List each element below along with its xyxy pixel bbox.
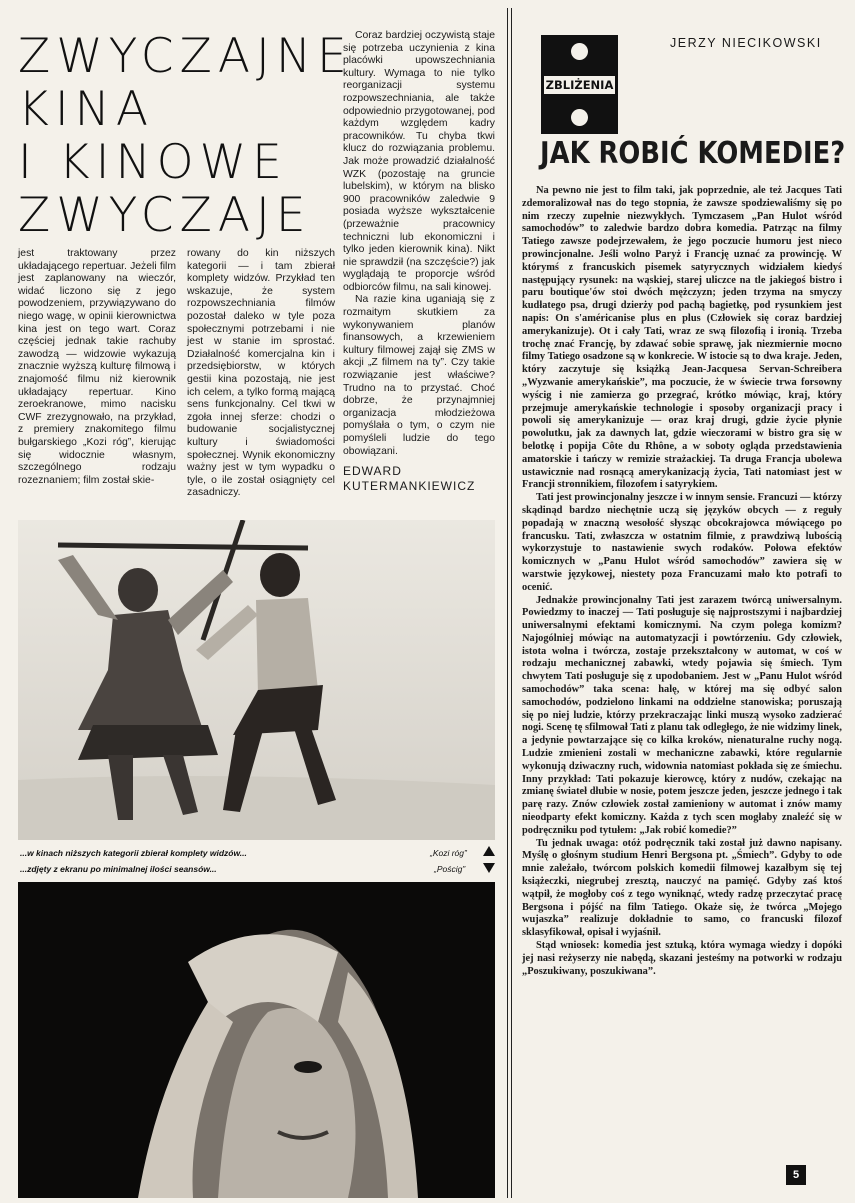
triangle-down-icon — [483, 863, 495, 873]
caption-kozi-rog: ...w kinach niższych kategorii zbierał komplety widzów... — [20, 848, 247, 858]
right-article-author: JERZY NIECIKOWSKI — [670, 36, 822, 50]
caption-film-kozi-rog: „Kozi róg” — [430, 848, 467, 858]
page-number: 5 — [786, 1165, 806, 1185]
right-paragraph-3: Jednakże prowincjonalny Tati jest zarazem twórcą uniwersalnym. Powiedzmy to inaczej — Tati posługuje się najprostszymi i najbardziej uniwersalnymi efektami komicznymi. Na czym polega komizm? Najogólniej mówiąc na automatyzacji i powtórzeniu. Gdy człowiek, istota wolna i twórcza, zostaje przekształcony w automat, w coś w rodzaju mechanicznej zabawki, wtedy pojawia się śmiech. Tym chwytem Tati posługuje się z upodobaniem. Jest w „Panu Hulot wśród samochodów” taka scena: halę, w której ma się odbyć salon samochodów, podzielono linkami na oddzielne stanowiska; poruszają się po niej ludzie, którzy przekraczając linki muszą wysoko zadzierać nogi. Scenę tę sfilmował Tati z planu tak odległego, że nie widzimy linek, a jedynie powtarzające się co kilka kroków, nienaturalne ruchy nogą. Ludzie zmienieni zostali w mechaniczne zabawki, które regularnie wykonują dziwaczny ruch, widownia natomiast pokłada się ze śmiechu. Inny przykład: Tati pokazuje kierowcę, który z nudów, czekając na zmianę świateł dłubie w nosie, potem jeszcze jeden, jeszcze jednego i tak parę razy. Znów człowiek został zamieniony w automat i znów mamy nieodparty efekt komiczny. Każda z tych scen mogłaby znaleźć się w podręczniku pod tytułem: „Jak robić komedie?” — [522, 594, 842, 836]
right-paragraph-1: Na pewno nie jest to film taki, jak poprzednie, ale też Jacques Tati zdemoralizował nas do tego stopnia, że zawsze spodziewaliśmy się po nim rzeczy zupełnie niezwykłych. Tymczasem „Pan Hulot wśród samochodów” to zaledwie bardzo dobra komedia. Patrząc na filmy Tatiego zawsze podejrzewałem, że jego poczucie humoru jest nieco prowincjonalne. Jeśli wolno Paryż i Francję uznać za prowincję. W którymś z francuskich pisemek satyrycznych widziałem kiedyś następujący rysunek: na wąskiej, starej uliczce na tle jakiegoś bistro i paru boutique'ów stoi dwóch mężczyzn; jeden trzyma na smyczy kudłatego psa, drugi dzierży pod pachą bagietkę, pod rysunkiem jest napis: On s'américanise plus en plus (Człowiek się coraz bardziej amerykanizuje). Ot i cały Tati, wraz ze swą filozofią i ironią. Trzeba trochę znać Francję, by zdawać sobie sprawę, jak niezmiernie mocno filmy Tatiego osadzone są w konkrecie. W istocie są to dwa kraje. Jeden, który zaczytuje się książką Jean-Jacquesa Servan-Schreibera „Wyzwanie amerykańskie”, ma poczucie, że w świecie trwa forsowny wyścig i nie zamierza go przegrać, krótko mówiąc, kraj, który przejmuje amerykańskie technologie i sposoby organizacji pracy i powoli się amerykanizuje — oraz kraj drugi, gdzie życie płynie powolutku, jak za dawnych lat, gdzie wieczorami w bistro gra się w belotkę i popija Côte du Rhône, a w soboty ogląda przedstawienia amatorskie i tańczy w remizie strażackiej. Ta druga Francja ubolewa ustawicznie nad rosnącą amerykanizacją życia, Tati natomiast jest w Francji stronnikiem, filozofem i satyrykiem. — [522, 185, 842, 491]
column-divider-left — [507, 8, 508, 1198]
right-paragraph-2: Tati jest prowincjonalny jeszcze i w innym sensie. Francuzi — którzy skądinąd bardzo niechętnie uczą się języków obcych — z reguły popadają w znaczną wesołość słysząc obcokrajowca mówiącego po francusku. Tati, zwłaszcza w ostatnim filmie, z prawdziwą lubością wykorzystuje to nastawienie swych rodaków. Połowa efektów komicznych w „Panu Hulot wśród samochodów” zawiera się w warstwie językowej, niestety poza Francuzami mało kto potrafi to ocenić. — [522, 492, 842, 593]
left-column-3 — [343, 30, 495, 494]
column-divider-right — [511, 8, 512, 1198]
caption-poscig: ...zdjęty z ekranu po minimalnej ilości seansów... — [20, 864, 217, 874]
triangle-up-icon — [483, 846, 495, 856]
caption-film-poscig: „Pościg” — [434, 864, 466, 874]
duel-scene-image — [18, 520, 495, 840]
left-column-2 — [187, 248, 335, 500]
logo-text: ZBLIŻENIA — [545, 78, 614, 92]
left-col3-p1: Coraz bardziej oczywistą staje się potrzeba uczynienia z kina placówki upowszechniania kultury. Wymaga to nie tylko reorganizacji systemu rozpowszechniania, ale także odpowiednio przygotowanej, pod każdym względem kadry pracowników. Tu chyba tkwi klucz do rozwiązania problemu. Jak może prowadzić działalność WZK (pozostaję na gruncie lubelskim), w którym na blisko 900 pracowników zaledwie 9 posiada wyższe wykształcenie (przeważnie pracownicy techniczni lub ekonomiczni i tylko jeden kierownik kina). Nikt nie sprawdził (na szczęście?) jak wyglądają te proporcje wśród odbiorców filmu, na sali kinowej. — [343, 30, 495, 293]
photo-woman-portrait — [18, 882, 495, 1198]
left-col2-text: rowany do kin niższych kategorii — i tam zbierał komplety widzów. Przykład ten wskazuje, że system rozpowszechniania filmów pozostał daleko w tyle poza społecznymi potrzebami i nie jest w stanie im sprostać. Działalność komercjalna kin i przedsiębiorstw, w których gestii kina pozostają, nie jest ich celem, a tylko formą mającą sens funkcjonalny. Cel tkwi w zgoła innej sferze: chodzi o budowanie socjalistycznej kultury i świadomości społecznej. Wynik ekonomiczny ważny jest w tym wypadku o tyle, o ile został osiągnięty cel zasadniczy. — [187, 248, 335, 499]
left-col3-p2: Na razie kina uganiają się z rozmaitym skutkiem za wykonywaniem planów finansowych, a krzewieniem kultury filmowej zajął się ZMS w akcji „Z filmem na ty”. Czy takie rozwiązanie jest właściwe? Trudno na to przystać. Choć dobrze, że przynajmniej organizacja młodzieżowa pomyślała o tym, o czym nie pomyśleli ludzie do tego obowiązani. — [343, 294, 495, 457]
title-line-1: ZWYCZAJNE — [18, 29, 353, 84]
right-article-body — [522, 185, 842, 978]
left-col1-text: jest traktowany przez układającego repertuar. Jeżeli film jest zaplanowany na wieczór, widać liczono się z jego powodzeniem, przywiązywano do niego wagę, w opinii kierownictwa kina jest on tego wart. Coraz częściej jednak takie rachuby zawodzą — widzowie wykazują znacznie wyższą kulturę filmową i znajomość filmu niż kierownik układający repertuar. Kino zeroekranowe, mimo nacisku CWF zrezygnowało, na przykład, z premiery znakomitego filmu bułgarskiego „Kozi róg”, kierując się widocznie własnym, szczególnego rodzaju rozeznaniem; film został skie- — [18, 248, 176, 486]
photo-duel-scene — [18, 520, 495, 840]
logo-bottom-circle — [571, 109, 588, 126]
logo-top-circle — [571, 43, 588, 60]
left-article-author: EDWARD KUTERMANKIEWICZ — [343, 464, 476, 494]
left-column-1 — [18, 248, 176, 487]
woman-portrait-image — [18, 882, 495, 1198]
right-paragraph-4: Tu jednak uwaga: otóż podręcznik taki został już dawno napisany. Myślę o głośnym studium Henri Bergsona pt. „Śmiech”. Gdyby to ode mnie zależało, twórcom polskich komedii filmowej kazałbym się tej książeczki, niegrubej zresztą, nauczyć na pamięć. Gdyby zaś ktoś wątpił, że mogłoby coś z tego wyniknąć, wtedy radzę przeczytać pracę Bergsona i pójść na film Tatiego. Okaże się, że twórca „Mojego wujaszka” realizuje dokładnie to samo, co francuski filozof sklasyfikował, opisał i wyjaśnił. — [522, 837, 842, 939]
title-line-3: I KINOWE — [18, 135, 288, 190]
title-line-4: ZWYCZAJE — [18, 188, 312, 243]
left-article-title — [18, 29, 353, 243]
right-article-title: JAK ROBIĆ KOMEDIE? — [540, 136, 846, 171]
right-paragraph-5: Stąd wniosek: komedia jest sztuką, która wymaga wiedzy i dopóki jej nasi reżyserzy nie nabędą, skazani jesteśmy na potworki w rodzaju „Poszukiwany, poszukiwana”. — [522, 940, 842, 977]
title-line-2: KINA — [18, 82, 154, 137]
zblizenia-logo — [541, 35, 618, 134]
